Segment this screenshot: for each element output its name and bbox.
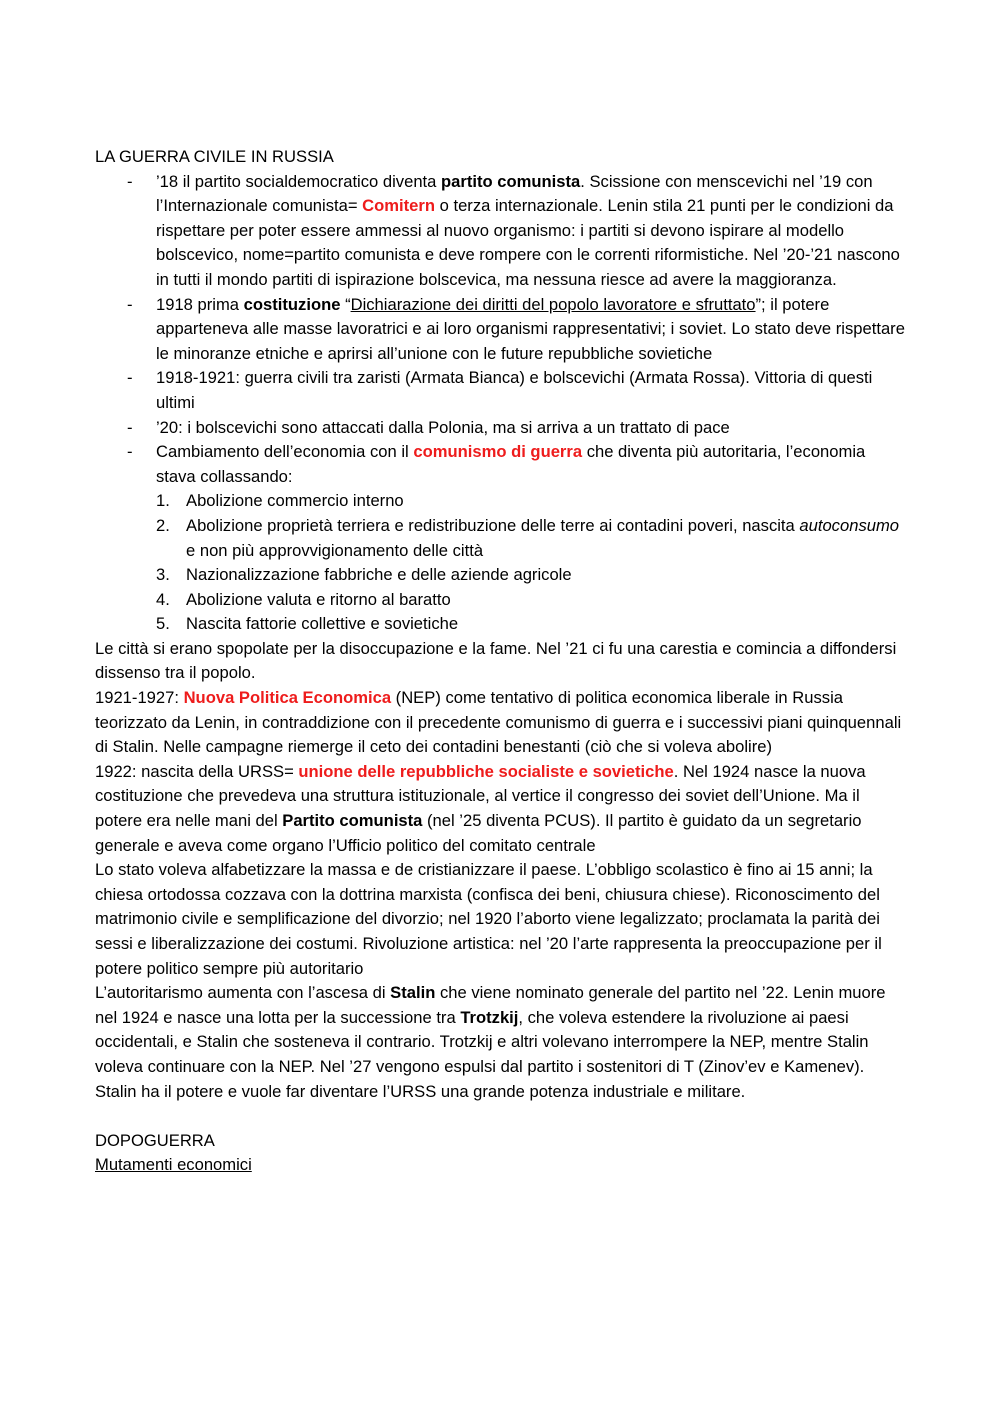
numbered-item: 4. Abolizione valuta e ritorno al baratto — [156, 589, 451, 609]
highlight-urss: unione delle repubbliche socialiste e sovietiche — [298, 761, 674, 781]
numbered-item: 5. Nascita fattorie collettive e sovietiche — [156, 614, 459, 634]
document-body — [95, 145, 905, 1178]
underlined-title: Dichiarazione dei diritti del popolo lavoratore e sfruttato — [350, 294, 756, 314]
paragraph: Lo stato voleva alfabetizzare la massa e de cristianizzare il paese. L’obbligo scolastico è fino ai 15 anni; la chiesa ortodossa cozzava con la dottrina marxista (confisca dei beni, chiusura chiese). Riconoscimento del matrimonio civile e semplificazione del divorzio; nel 1920 l’aborto viene legalizzato; proclamata la parità dei sessi e liberalizzazione dei costumi. Rivoluzione artistica: nel ’20 l’arte rappresenta la preoccupazione per il potere politico sempre più autoritario — [95, 860, 882, 978]
paragraph: Le città si erano spopolate per la disoccupazione e la fame. Nel ’21 ci fu una carestia e comincia a diffondersi dissenso tra il popolo. — [95, 638, 897, 683]
numbered-item: 1. Abolizione commercio interno — [156, 491, 404, 511]
highlight-comunismo-di-guerra: comunismo di guerra — [413, 442, 583, 462]
numbered-list — [95, 489, 905, 637]
paragraph: 1921-1927: Nuova Politica Economica (NEP) come tentativo di politica economica liberale in Russia teorizzato da Lenin, in contraddizione con il precedente comunismo di guerra e i successivi piani quinquennali di Stalin. Nelle campagne riemerge il ceto dei contadini benestanti (ciò che si voleva abolire) — [95, 688, 902, 757]
list-item: - Cambiamento dell’economia con il comunismo di guerra che diventa più autoritaria, l’economia stava collassando: — [95, 440, 905, 489]
highlight-comitern: Comitern — [362, 196, 436, 216]
list-item: - ’20: i bolscevichi sono attaccati dalla Polonia, ma si arriva a un trattato di pace — [95, 416, 905, 441]
list-item: - ’18 il partito socialdemocratico diventa partito comunista. Scissione con menscevichi nel ’19 con l’Internazionale comunista= Comitern o terza internazionale. Lenin stila 21 punti per le condizioni da rispettare per poter essere ammessi al nuovo organismo: i partiti si devono ispirare al modello bolscevico, nome=partito comunista e deve rompere con le correnti riformistiche. Nel ’20-’21 nascono in tutti il mondo partiti di ispirazione bolscevica, ma nessuna riesce ad avere la maggioranza. — [95, 170, 905, 293]
list-item: - 1918-1921: guerra civili tra zaristi (Armata Bianca) e bolscevichi (Armata Rossa). Vittoria di questi ultimi — [95, 366, 905, 415]
dash-list — [95, 170, 905, 490]
highlight-nep: Nuova Politica Economica — [183, 688, 392, 708]
paragraph: 1922: nascita della URSS= unione delle repubbliche socialiste e sovietiche. Nel 1924 nasce la nuova costituzione che prevedeva una struttura istituzionale, al vertice il congresso dei soviet dell’Unione. Ma il potere era nelle mani del Partito comunista (nel ’25 diventa PCUS). Il partito è guidato da un segretario generale e aveva come organo l’Ufficio politico del comitato centrale — [95, 761, 866, 855]
list-item: - 1918 prima costituzione “Dichiarazione dei diritti del popolo lavoratore e sfruttato”; il potere apparteneva alle masse lavoratrici e ai loro organismi rappresentativi; i soviet. Lo stato deve rispettare le minoranze etniche e aprirsi all’unione con le future repubbliche sovietiche — [95, 293, 905, 367]
section-heading: DOPOGUERRA — [95, 1130, 215, 1150]
section-title: LA GUERRA CIVILE IN RUSSIA — [95, 147, 334, 166]
subheading: Mutamenti economici — [95, 1155, 252, 1175]
paragraph: L’autoritarismo aumenta con l’ascesa di Stalin che viene nominato generale del partito nel ’22. Lenin muore nel 1924 e nasce una lotta per la successione tra Trotzkij, che voleva estendere la rivoluzione ai paesi occidentali, e Stalin che sosteneva il contrario. Trotzkij e altri volevano interrompere la NEP, mentre Stalin voleva continuare con la NEP. Nel ’27 vengono espulsi dal partito i sostenitori di T (Zinov’ev e Kamenev). Stalin ha il potere e vuole far diventare l’URSS una grande potenza industriale e militare. — [95, 983, 886, 1101]
numbered-item: 3. Nazionalizzazione fabbriche e delle aziende agricole — [156, 565, 572, 585]
blank-line — [95, 1104, 905, 1129]
numbered-item: 2. Abolizione proprietà terriera e redistribuzione delle terre ai contadini poveri, nascita autoconsumo e non più approvvigionamento delle città — [156, 515, 900, 560]
